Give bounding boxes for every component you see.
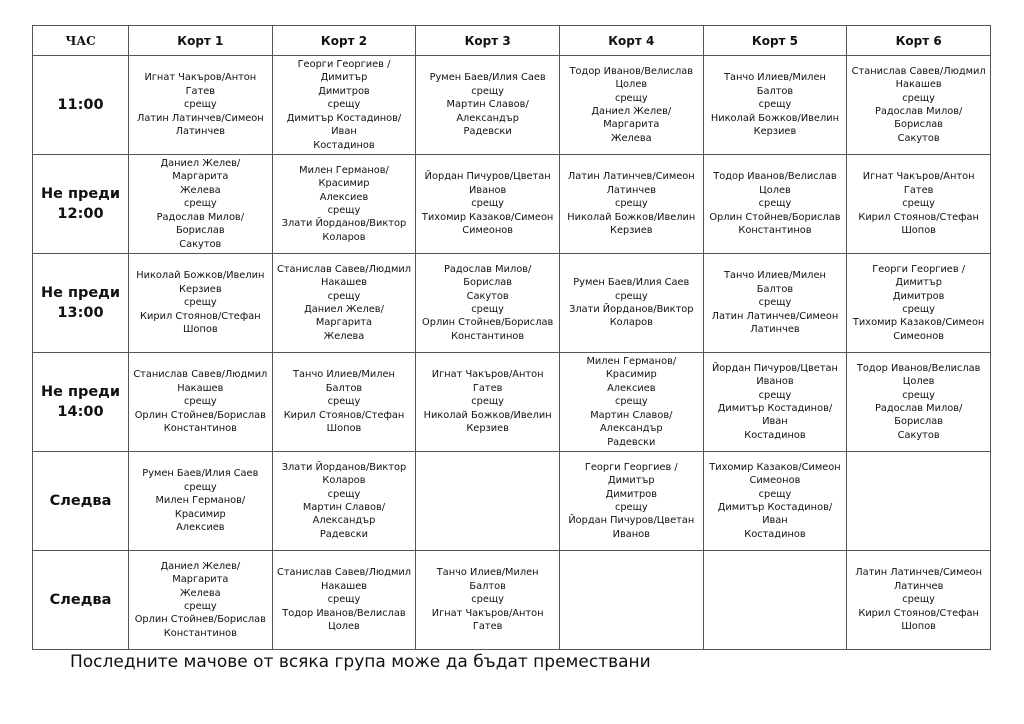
team-1-name: Танчо Илиев/Милен Балтов <box>724 270 826 295</box>
empty-cell <box>703 551 847 650</box>
time-text: Следва <box>49 592 112 608</box>
team-1-name: Николай Божков/Ивелин <box>136 270 265 282</box>
team-1-name: Милен Германов/Красимир <box>299 164 389 190</box>
match-cell <box>129 452 273 551</box>
team-2-name: Латин Латинчев/Симеон <box>711 310 839 322</box>
team-2-name: Орлин Стойнев/Борислав <box>134 409 266 421</box>
team-2-name: Константинов <box>163 423 237 435</box>
team-2-name: Орлин Стойнев/Борислав <box>709 211 841 223</box>
time-slot-row <box>33 254 991 353</box>
time-slot-row <box>33 452 991 551</box>
team-2-name: Шопов <box>183 324 218 336</box>
team-1-name: Иванов <box>756 376 794 388</box>
versus-label: срещу <box>183 297 217 309</box>
team-2-name: Кирил Стоянов/Стефан <box>858 607 979 619</box>
time-slot-label <box>33 353 129 452</box>
team-1-name: Георги Георгиев /Димитър <box>872 263 966 289</box>
team-2-name: Сакутов <box>897 132 940 144</box>
team-2-name: Шопов <box>326 423 362 435</box>
team-2-name: Симеонов <box>893 330 945 342</box>
team-2-name: Мартин Славов/Александър <box>446 99 529 124</box>
time-slot-label <box>33 452 129 551</box>
team-2-name: Димитър Костадинов/Иван <box>717 502 833 527</box>
match-cell <box>416 56 560 155</box>
team-2-name: Константинов <box>451 330 525 342</box>
team-2-name: Радослав Милов/Борислав <box>874 106 963 131</box>
team-1-name: Симеонов <box>749 475 801 487</box>
match-cell <box>703 56 847 155</box>
team-2-name: Димитър Костадинов/Иван <box>286 112 402 138</box>
time-slot-row <box>33 353 991 452</box>
team-2-name: Керзиев <box>466 423 509 435</box>
team-2-name: Латинчев <box>175 126 226 138</box>
match-cell <box>272 353 416 452</box>
match-cell <box>847 155 991 254</box>
match-cell <box>559 155 703 254</box>
team-2-name: Шопов <box>901 225 936 237</box>
team-1-name: Латинчев <box>606 184 657 196</box>
team-2-name: Злати Йорданов/Виктор <box>281 218 407 230</box>
team-1-name: Радослав Милов/Борислав <box>443 263 532 289</box>
match-cell <box>129 551 273 650</box>
match-cell <box>559 56 703 155</box>
team-1-name: Милен Германов/Красимир <box>586 356 677 381</box>
time-slot-row <box>33 155 991 254</box>
match-cell <box>703 353 847 452</box>
match-cell <box>847 551 991 650</box>
empty-cell <box>847 452 991 551</box>
versus-label: срещу <box>758 488 792 500</box>
team-2-name: Сакутов <box>897 429 940 441</box>
team-2-name: Латинчев <box>750 324 800 336</box>
team-1-name: Алексиев <box>607 382 656 394</box>
team-1-name: Йордан Пичуров/Цветан <box>711 362 838 374</box>
team-1-name: Латин Латинчев/Симеон <box>855 567 982 579</box>
team-2-name: Тихомир Казаков/Симеон <box>421 211 554 223</box>
match-cell <box>559 452 703 551</box>
team-1-name: Румен Баев/Илия Саев <box>573 277 690 289</box>
match-cell <box>129 56 273 155</box>
match-cell <box>129 254 273 353</box>
versus-label: срещу <box>183 481 217 493</box>
match-cell <box>272 155 416 254</box>
match-cell <box>129 155 273 254</box>
team-1-name: Накашев <box>177 382 224 394</box>
team-2-name: Радевски <box>319 528 369 540</box>
match-cell <box>272 452 416 551</box>
versus-label: срещу <box>471 304 504 315</box>
time-text: 11:00 <box>57 97 104 113</box>
court-header: Корт 3 <box>416 26 560 56</box>
team-2-name: Даниел Желев/Маргарита <box>304 304 384 329</box>
team-1-name: Димитров <box>892 290 945 302</box>
team-1-name: Георги Георгиев /Димитър <box>297 59 391 84</box>
team-1-name: Керзиев <box>179 283 222 295</box>
team-2-name: Цолев <box>328 621 360 633</box>
time-column-header: ЧАС <box>33 26 129 56</box>
team-1-name: Димитров <box>605 488 658 500</box>
team-1-name: Накашев <box>320 277 368 289</box>
team-2-name: Тодор Иванов/Велислав <box>282 607 406 619</box>
versus-label: срещу <box>471 198 504 210</box>
team-2-name: Коларов <box>322 231 366 243</box>
match-cell <box>416 155 560 254</box>
team-1-name: Злати Йорданов/Виктор <box>281 461 407 473</box>
team-1-name: Георги Георгиев /Димитър <box>584 461 678 487</box>
court-header: Корт 6 <box>847 26 991 56</box>
match-cell <box>416 254 560 353</box>
match-cell <box>129 353 273 452</box>
team-1-name: Игнат Чакъров/Антон Гатев <box>431 369 544 394</box>
team-2-name: Керзиев <box>610 225 653 237</box>
versus-label: срещу <box>902 198 935 210</box>
team-1-name: Желева <box>180 587 221 599</box>
time-text: 12:00 <box>57 206 104 222</box>
team-1-name: Желева <box>180 184 221 196</box>
team-2-name: Злати Йорданов/Виктор <box>569 304 694 315</box>
team-1-name: Танчо Илиев/Милен Балтов <box>724 72 826 97</box>
match-cell <box>559 353 703 452</box>
time-text: Не преди <box>40 285 121 301</box>
team-2-name: Костадинов <box>744 528 806 540</box>
versus-label: срещу <box>902 389 935 401</box>
team-1-name: Цолев <box>759 184 791 196</box>
team-2-name: Йордан Пичуров/Цветан <box>568 515 695 527</box>
team-2-name: Николай Божков/Ивелин <box>710 112 839 124</box>
team-1-name: Тодор Иванов/Велислав <box>856 362 981 374</box>
team-2-name: Орлин Стойнев/Борислав <box>134 614 266 626</box>
team-2-name: Кирил Стоянов/Стефан <box>858 211 979 223</box>
versus-label: срещу <box>902 304 935 315</box>
time-slot-label <box>33 155 129 254</box>
team-2-name: Керзиев <box>753 126 797 138</box>
team-2-name: Кирил Стоянов/Стефан <box>140 310 261 322</box>
time-slot-row <box>33 56 991 155</box>
team-1-name: Станислав Савев/Людмил <box>851 65 986 77</box>
team-2-name: Симеонов <box>462 225 514 237</box>
team-1-name: Танчо Илиев/Милен Балтов <box>436 567 539 592</box>
footer-note: Последните мачове от всяка група може да бъдат премествани <box>70 652 651 672</box>
team-2-name: Кирил Стоянов/Стефан <box>283 409 405 421</box>
match-cell <box>559 254 703 353</box>
team-2-name: Николай Божков/Ивелин <box>423 409 552 421</box>
team-2-name: Милен Германов/Красимир <box>155 495 246 520</box>
team-2-name: Николай Божков/Ивелин <box>567 211 696 223</box>
team-2-name: Константинов <box>163 627 237 639</box>
team-1-name: Игнат Чакъров/Антон Гатев <box>144 72 257 97</box>
team-2-name: Иванов <box>612 528 650 540</box>
versus-label: срещу <box>471 396 504 408</box>
versus-label: срещу <box>758 297 792 309</box>
match-cell <box>416 353 560 452</box>
versus-label: срещу <box>758 99 792 111</box>
team-1-name: Тодор Иванов/Велислав <box>713 171 837 183</box>
versus-label: срещу <box>614 198 648 210</box>
versus-label: срещу <box>183 396 217 408</box>
team-2-name: Радевски <box>463 126 512 138</box>
team-2-name: Мартин Славов/Александър <box>590 409 673 435</box>
versus-label: срещу <box>471 85 504 97</box>
versus-label: срещу <box>471 594 504 606</box>
versus-label: срещу <box>327 488 361 500</box>
time-text: 13:00 <box>57 305 104 321</box>
team-2-name: Алексиев <box>176 522 225 534</box>
match-cell <box>272 56 416 155</box>
versus-label: срещу <box>183 99 217 111</box>
versus-label: срещу <box>327 99 361 111</box>
team-1-name: Тихомир Казаков/Симеон <box>709 461 841 473</box>
court-header: Корт 2 <box>272 26 416 56</box>
team-1-name: Танчо Илиев/Милен Балтов <box>293 369 395 394</box>
team-2-name: Радевски <box>607 436 656 448</box>
team-1-name: Станислав Савев/Людмил <box>133 369 268 381</box>
team-1-name: Даниел Желев/Маргарита <box>160 158 241 183</box>
match-cell <box>703 452 847 551</box>
versus-label: срещу <box>327 396 361 408</box>
team-1-name: Йордан Пичуров/Цветан <box>424 171 551 183</box>
team-2-name: Димитър Костадинов/Иван <box>717 403 833 428</box>
team-2-name: Мартин Славов/Александър <box>302 502 386 527</box>
team-1-name: Латинчев <box>893 580 944 592</box>
team-1-name: Станислав Савев/Людмил <box>276 567 411 579</box>
time-text: 14:00 <box>57 404 104 420</box>
team-1-name: Накашев <box>320 580 368 592</box>
team-2-name: Тихомир Казаков/Симеон <box>852 317 985 329</box>
versus-label: срещу <box>902 92 935 104</box>
team-1-name: Игнат Чакъров/Антон Гатев <box>862 171 975 196</box>
match-cell <box>703 254 847 353</box>
team-1-name: Станислав Савев/Людмил <box>276 263 411 275</box>
versus-label: срещу <box>902 594 935 606</box>
match-cell <box>703 155 847 254</box>
match-cell <box>847 56 991 155</box>
versus-label: срещу <box>183 601 217 612</box>
versus-label: срещу <box>614 290 648 302</box>
time-text: Не преди <box>40 186 121 202</box>
team-2-name: Радослав Милов/Борислав <box>156 211 245 237</box>
team-2-name: Радослав Милов/Борислав <box>874 403 963 428</box>
team-2-name: Игнат Чакъров/Антон Гатев <box>431 607 544 633</box>
team-1-name: Иванов <box>469 184 507 196</box>
empty-cell <box>559 551 703 650</box>
versus-label: срещу <box>327 290 361 302</box>
time-slot-label <box>33 551 129 650</box>
team-1-name: Алексиев <box>319 191 369 203</box>
team-2-name: Константинов <box>738 225 812 237</box>
schedule-table <box>32 25 991 650</box>
team-1-name: Димитров <box>318 85 370 97</box>
time-slot-label <box>33 56 129 155</box>
team-1-name: Сакутов <box>466 290 509 302</box>
time-text: Не преди <box>40 384 121 400</box>
team-2-name: Желева <box>610 132 652 144</box>
team-2-name: Коларов <box>609 317 653 329</box>
versus-label: срещу <box>614 396 648 408</box>
team-2-name: Костадинов <box>744 429 806 441</box>
team-2-name: Орлин Стойнев/Борислав <box>422 317 554 329</box>
team-2-name: Шопов <box>901 621 936 633</box>
time-text: Следва <box>49 493 112 509</box>
team-2-name: Костадинов <box>313 139 375 151</box>
team-1-name: Накашев <box>895 79 942 91</box>
team-1-name: Латин Латинчев/Симеон <box>567 171 695 183</box>
team-1-name: Румен Баев/Илия Саев <box>429 72 546 84</box>
court-header: Корт 1 <box>129 26 273 56</box>
match-cell <box>272 254 416 353</box>
team-1-name: Коларов <box>322 475 366 487</box>
match-cell <box>272 551 416 650</box>
header-row <box>33 26 991 56</box>
team-1-name: Румен Баев/Илия Саев <box>142 468 259 480</box>
versus-label: срещу <box>614 92 648 104</box>
court-header: Корт 5 <box>703 26 847 56</box>
match-cell <box>416 551 560 650</box>
match-cell <box>847 353 991 452</box>
team-2-name: Латин Латинчев/Симеон <box>136 112 264 124</box>
versus-label: срещу <box>758 389 792 401</box>
team-1-name: Цолев <box>615 79 648 91</box>
match-cell <box>847 254 991 353</box>
versus-label: срещу <box>327 205 361 216</box>
time-slot-label <box>33 254 129 353</box>
team-1-name: Тодор Иванов/Велислав <box>569 65 694 77</box>
team-1-name: Даниел Желев/Маргарита <box>160 560 241 586</box>
time-slot-row <box>33 551 991 650</box>
team-2-name: Даниел Желев/Маргарита <box>591 106 672 131</box>
team-2-name: Желева <box>323 330 365 342</box>
versus-label: срещу <box>327 594 361 606</box>
empty-cell <box>416 452 560 551</box>
versus-label: срещу <box>183 198 217 210</box>
court-header: Корт 4 <box>559 26 703 56</box>
versus-label: срещу <box>758 198 792 210</box>
versus-label: срещу <box>614 502 648 513</box>
team-2-name: Сакутов <box>179 238 222 250</box>
team-1-name: Цолев <box>902 376 935 388</box>
